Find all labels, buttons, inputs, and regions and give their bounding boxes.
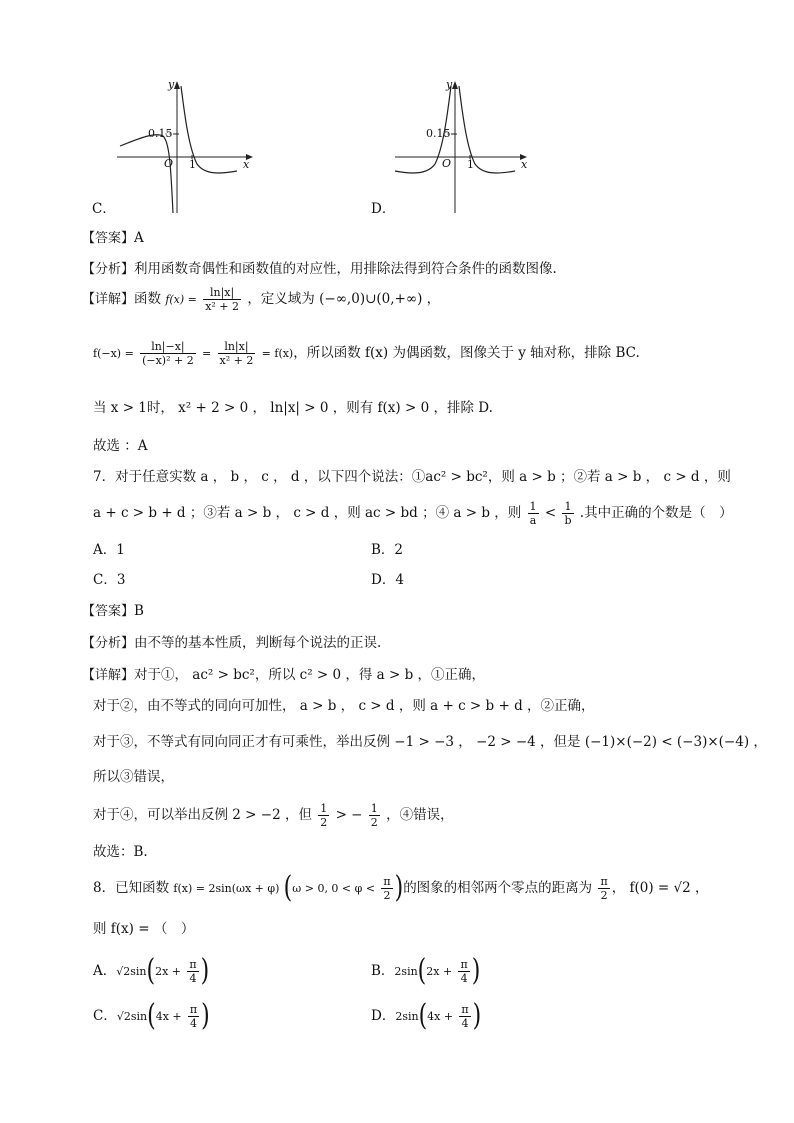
paren-open: (	[147, 998, 156, 1033]
fraction-pi-over-2	[381, 875, 392, 902]
q6-conclusion: 故选 ：A	[93, 438, 148, 454]
detail-tag: 【详解】	[82, 292, 135, 307]
graph-c-plot	[115, 78, 255, 218]
numerator: 1	[320, 802, 328, 815]
curve-left	[120, 135, 173, 213]
q7-answer	[82, 602, 144, 621]
detail-text: ，	[426, 291, 441, 307]
answer-tag: 【答案】	[82, 231, 135, 246]
paren-open: (	[146, 953, 156, 988]
option-coef: 2sin	[394, 965, 418, 978]
fraction	[203, 286, 241, 313]
detail-text: ，④错误，	[386, 807, 454, 823]
q7-option-d: D．4	[371, 572, 404, 588]
numerator: ln|−x|	[140, 340, 196, 354]
denominator: x² + 2	[205, 300, 240, 313]
q7-detail-3: 对于③，不等式有同向同正才有可乘性，举出反例 −1 > −3 ， −2 > −4 ，但是 (−1)×(−2) < (−3)×(−4) ，	[93, 734, 767, 750]
analysis-text: 利用函数奇偶性和函数值的对应性，用排除法得到符合条件的函数图像.	[134, 261, 557, 277]
paren-open: (	[283, 870, 293, 905]
rhs-expr: = f(x)	[261, 347, 294, 360]
one-label: 1	[467, 158, 474, 171]
numerator: ln|x|	[203, 286, 241, 300]
numerator: 1	[529, 500, 537, 513]
fraction-1-over-a	[528, 500, 539, 527]
fraction	[140, 340, 196, 367]
q7-stem-line2	[93, 500, 733, 527]
q6-analysis	[82, 260, 557, 279]
detail-text: ，定义域为	[247, 291, 315, 307]
denominator: a	[529, 514, 537, 527]
option-coef: 2sin	[395, 1010, 419, 1023]
function-expr: f(x) = 2sin(ωx + φ)	[173, 882, 280, 895]
greater-than: > −	[335, 807, 363, 823]
fraction-pi-over-2	[598, 875, 609, 902]
stem-text: a + c > b + d ；③若 a > b ， c > d ，则 ac > bd ；④ a > b ，则	[93, 505, 522, 521]
origin-label: O	[164, 157, 174, 170]
detail-text: 对于①， ac² > bc²，所以 c² > 0 ，得 a > b ，①正确，	[134, 667, 486, 683]
condition-expr: ω > 0, 0 < φ <	[292, 882, 376, 895]
q7-conclusion: 故选：B.	[93, 844, 148, 860]
q7-stem-line1: 7．对于任意实数 a ， b ， c ， d ，以下四个说法：①ac² > bc²，则 a > b ；②若 a > b ， c > d ，则	[93, 469, 731, 485]
q7-option-c: C．3	[93, 572, 126, 588]
q7-detail-5	[93, 802, 454, 829]
fraction-pi-over-4	[187, 958, 198, 985]
paren-open: (	[417, 953, 427, 988]
q6-answer	[82, 229, 144, 248]
q8-stem-line1	[93, 870, 709, 905]
analysis-tag: 【分析】	[82, 636, 135, 651]
option-letter: A．	[93, 963, 117, 979]
option-inner: 4x +	[155, 1010, 182, 1023]
option-coef: √2sin	[116, 965, 147, 978]
fraction-pi-over-4	[458, 958, 469, 985]
domain-expr: (−∞,0)∪(0,+∞)	[319, 291, 423, 307]
denominator: 4	[461, 1017, 469, 1030]
denominator: 2	[320, 816, 328, 829]
denominator: x² + 2	[219, 354, 254, 367]
stem-text: ， f(0) = √2 ，	[611, 880, 709, 896]
answer-tag: 【答案】	[82, 604, 135, 619]
numerator: 1	[370, 802, 378, 815]
denominator: 4	[460, 972, 468, 985]
denominator: (−x)² + 2	[142, 354, 194, 367]
denominator: 4	[190, 1017, 198, 1030]
denominator: 2	[370, 816, 378, 829]
numerator: π	[600, 875, 608, 888]
q7-option-a: A．1	[93, 542, 125, 558]
q8-option-a	[93, 953, 210, 988]
q8-option-c	[93, 998, 210, 1033]
numerator: π	[461, 1003, 469, 1016]
numerator: π	[189, 958, 197, 971]
paren-open: (	[418, 998, 428, 1033]
option-inner: 2x +	[155, 965, 182, 978]
q7-analysis	[82, 634, 381, 653]
fraction-1-over-b	[562, 500, 573, 527]
paren-close: )	[394, 870, 404, 905]
answer-value: A	[134, 230, 144, 246]
less-than: <	[544, 505, 557, 521]
y-label: y	[168, 78, 175, 91]
paren-close: )	[472, 998, 482, 1033]
numerator: π	[189, 1003, 198, 1016]
y-axis-arrow	[174, 81, 180, 89]
stem-text: 的图象的相邻两个零点的距离为	[403, 880, 593, 896]
q8-option-b	[371, 953, 481, 988]
numerator: π	[460, 958, 468, 971]
q7-detail-1	[82, 666, 485, 685]
fraction	[218, 340, 256, 367]
analysis-tag: 【分析】	[82, 262, 135, 277]
detail-text: 函数	[134, 291, 162, 307]
stem-text: .其中正确的个数是（ ）	[579, 505, 733, 521]
analysis-text: 由不等的基本性质，判断每个说法的正误.	[134, 635, 382, 651]
lhs-expr: f(−x) =	[93, 347, 134, 360]
q7-option-b: B．2	[371, 542, 404, 558]
one-label: 1	[189, 158, 196, 171]
option-c-label: C．	[92, 201, 116, 217]
fraction-pi-over-4	[459, 1003, 470, 1030]
denominator: 2	[383, 889, 391, 902]
detail-tag: 【详解】	[82, 668, 135, 683]
option-d-label: D．	[371, 201, 396, 217]
q6-detail-line3: 当 x > 1时， x² + 2 > 0 ， ln|x| > 0 ，则有 f(x) > 0 ，排除 D.	[93, 400, 493, 416]
x-label: x	[243, 158, 250, 171]
option-letter: B．	[371, 963, 395, 979]
fraction-pi-over-4	[188, 1003, 199, 1030]
numerator: 1	[562, 500, 573, 514]
q6-detail-line2	[93, 340, 640, 367]
q8-stem-line2: 则 f(x) = （ ）	[93, 921, 195, 937]
option-letter: D．	[371, 1008, 396, 1024]
graph-d	[393, 78, 533, 218]
detail-text: 对于④，可以举出反例 2 > −2 ，但	[93, 807, 312, 823]
tick-value-label: 0.15	[426, 127, 451, 140]
answer-value: B	[134, 603, 144, 619]
fraction-half	[318, 802, 329, 829]
q7-detail-4: 所以③错误，	[93, 769, 174, 785]
fx-expr: f(x) =	[165, 293, 197, 306]
graph-c	[115, 78, 255, 218]
graph-d-plot	[393, 78, 533, 218]
y-label: y	[446, 78, 453, 91]
x-label: x	[521, 158, 528, 171]
denominator: b	[564, 514, 572, 527]
q6-detail-line1	[82, 286, 440, 313]
option-inner: 2x +	[426, 965, 453, 978]
numerator: ln|x|	[218, 340, 256, 354]
origin-label: O	[442, 157, 452, 170]
paren-close: )	[471, 953, 481, 988]
option-coef: √2sin	[116, 1010, 148, 1023]
denominator: 4	[189, 972, 197, 985]
q8-option-d	[371, 998, 482, 1033]
equals: =	[202, 347, 212, 360]
q7-detail-2: 对于②，由不等式的同向可加性， a > b ， c > d ，则 a + c > b + d ，②正确，	[93, 698, 595, 714]
numerator: π	[383, 875, 391, 888]
y-axis-arrow	[452, 81, 458, 89]
tick-value-label: 0.15	[148, 127, 173, 140]
option-letter: C．	[93, 1008, 117, 1024]
option-inner: 4x +	[427, 1010, 454, 1023]
paren-close: )	[200, 953, 210, 988]
paren-close: )	[201, 998, 210, 1033]
denominator: 2	[600, 889, 608, 902]
fraction-half	[369, 802, 380, 829]
stem-text: 8．已知函数	[93, 880, 170, 896]
detail-text: ，所以函数 f(x) 为偶函数，图像关于 y 轴对称，排除 BC.	[293, 345, 640, 361]
